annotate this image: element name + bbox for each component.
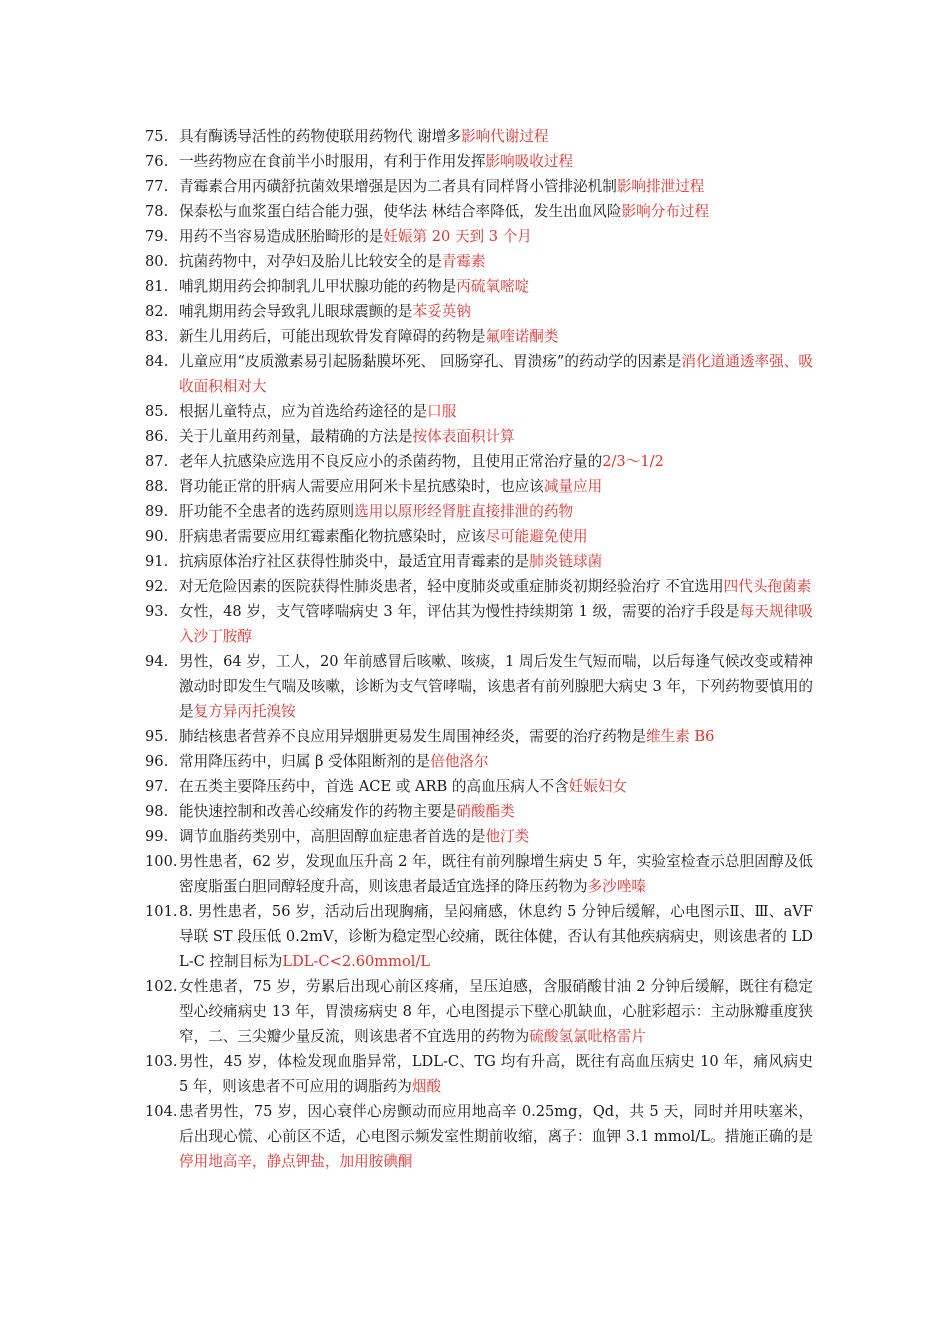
item-number: 104. [145, 1103, 178, 1120]
item-text [179, 299, 813, 324]
answer-text: 影响排泄过程 [616, 178, 705, 195]
item-text [179, 124, 813, 149]
list-item [145, 649, 813, 724]
question-text: 肝病患者需要应用红霉素酯化物抗感染时，应该 [179, 528, 486, 545]
item-text [179, 474, 813, 499]
question-text: 男性，64 岁，工人，20 年前感冒后咳嗽、咳痰，1 周后发生气短而喘，以后每逢气候改变或精神激动时即发生气喘及咳嗽，诊断为支气管哮喘，该患者有前列腺肥大病史 3 年，下列药物要慎用的是 [179, 653, 813, 720]
list-item [145, 574, 813, 599]
item-text [179, 749, 813, 774]
answer-text: 丙硫氧嘧啶 [456, 278, 530, 295]
question-text: 新生儿用药后，可能出现软骨发育障碍的药物是 [179, 328, 486, 345]
item-number: 101. [145, 903, 178, 920]
item-number: 93. [145, 603, 169, 620]
list-item [145, 149, 813, 174]
item-text [179, 774, 813, 799]
answer-text: 硫酸氢氯吡格雷片 [529, 1028, 647, 1045]
item-text [179, 499, 813, 524]
item-number: 87. [145, 453, 169, 470]
question-text: 调节血脂药类别中，高胆固醇血症患者首选的是 [179, 828, 486, 845]
item-number: 85. [145, 403, 169, 420]
answer-text: 2/3～1/2 [602, 453, 664, 470]
item-number: 77. [145, 178, 169, 195]
answer-text: 按体表面积计算 [412, 428, 515, 445]
list-item [145, 749, 813, 774]
list-item [145, 524, 813, 549]
question-text: 抗病原体治疗社区获得性肺炎中，最适宜用青霉素的是 [179, 553, 530, 570]
answer-text: 妊娠妇女 [568, 778, 628, 795]
answer-text: 维生素 B6 [646, 728, 715, 745]
item-number: 90. [145, 528, 169, 545]
list-item [145, 549, 813, 574]
item-number: 98. [145, 803, 169, 820]
answer-text: 多沙唑嗪 [587, 878, 647, 895]
item-text [179, 649, 813, 724]
question-text: 用药不当容易造成胚胎畸形的是 [179, 228, 384, 245]
item-text [179, 899, 813, 974]
item-text [179, 574, 813, 599]
question-text: 青霉素合用丙磺舒抗菌效果增强是因为二者具有同样肾小管排泌机制 [179, 178, 617, 195]
item-text [179, 1049, 813, 1099]
item-number: 80. [145, 253, 169, 270]
item-text [179, 399, 813, 424]
item-number: 94. [145, 653, 169, 670]
list-item [145, 449, 813, 474]
list-item [145, 324, 813, 349]
item-text [179, 224, 813, 249]
list-item [145, 974, 813, 1049]
item-text [179, 599, 813, 649]
list-item [145, 399, 813, 424]
item-number: 97. [145, 778, 169, 795]
item-number: 89. [145, 503, 169, 520]
item-text [179, 199, 813, 224]
item-text [179, 449, 813, 474]
answer-text: 影响吸收过程 [485, 153, 574, 170]
question-text: 对无危险因素的医院获得性肺炎患者，轻中度肺炎或重症肺炎初期经验治疗 不宜选用 [179, 578, 724, 595]
question-text: 儿童应用“皮质激素易引起肠黏膜坏死、 回肠穿孔、胃溃疡”的药动学的因素是 [179, 353, 682, 370]
item-text [179, 974, 813, 1049]
list-item [145, 124, 813, 149]
question-text: 女性，48 岁，支气管哮喘病史 3 年，评估其为慢性持续期第 1 级，需要的治疗手段是 [179, 603, 740, 620]
answer-text: LDL-C<2.60mmol/L [282, 953, 431, 970]
question-list [145, 124, 813, 1174]
list-item [145, 499, 813, 524]
item-text [179, 174, 813, 199]
item-number: 83. [145, 328, 169, 345]
list-item [145, 224, 813, 249]
item-number: 84. [145, 353, 169, 370]
list-item [145, 849, 813, 899]
answer-text: 每天规律吸入沙丁胺醇 [179, 603, 813, 645]
list-item [145, 774, 813, 799]
item-number: 88. [145, 478, 169, 495]
question-text: 男性患者，62 岁，发现血压升高 2 年，既往有前列腺增生病史 5 年，实验室检查示总胆固醇及低密度脂蛋白胆同醇轻度升高，则该患者最适宜选择的降压药物为 [179, 853, 813, 895]
item-number: 103. [145, 1053, 178, 1070]
question-text: 具有酶诱导活性的药物使联用药物代 谢增多 [179, 128, 461, 145]
answer-text: 复方异丙托溴铵 [193, 703, 296, 720]
question-text: 哺乳期用药会抑制乳儿甲状腺功能的药物是 [179, 278, 457, 295]
item-text [179, 1099, 813, 1174]
item-text [179, 849, 813, 899]
item-text [179, 349, 813, 399]
answer-text: 氟喹诺酮类 [485, 328, 559, 345]
question-text: 保泰松与血浆蛋白结合能力强，使华法 林结合率降低，发生出血风险 [179, 203, 622, 220]
answer-text: 影响代谢过程 [460, 128, 549, 145]
list-item [145, 824, 813, 849]
question-text: 根据儿童特点，应为首选给药途径的是 [179, 403, 428, 420]
item-text [179, 524, 813, 549]
list-item [145, 274, 813, 299]
answer-text: 烟酸 [411, 1078, 442, 1095]
answer-text: 停用地高辛，静点钾盐，加用胺碘酮 [179, 1153, 413, 1170]
item-number: 78. [145, 203, 169, 220]
item-text [179, 724, 813, 749]
list-item [145, 799, 813, 824]
list-item [145, 599, 813, 649]
answer-text: 四代头孢菌素 [723, 578, 812, 595]
item-number: 75. [145, 128, 169, 145]
list-item [145, 1049, 813, 1099]
question-text: 抗菌药物中，对孕妇及胎儿比较安全的是 [179, 253, 442, 270]
item-number: 81. [145, 278, 169, 295]
item-text [179, 324, 813, 349]
answer-text: 妊娠第 20 天到 3 个月 [383, 228, 532, 245]
answer-text: 影响分布过程 [621, 203, 710, 220]
list-item [145, 249, 813, 274]
list-item [145, 349, 813, 399]
question-text: 男性，45 岁，体检发现血脂异常，LDL-C、TG 均有升高，既往有高血压病史 10 年，痛风病史 5 年，则该患者不可应用的调脂药为 [179, 1053, 813, 1095]
item-number: 100. [145, 853, 178, 870]
item-text [179, 424, 813, 449]
item-number: 102. [145, 978, 178, 995]
list-item [145, 299, 813, 324]
list-item [145, 174, 813, 199]
answer-text: 减量应用 [543, 478, 603, 495]
item-number: 79. [145, 228, 169, 245]
item-number: 95. [145, 728, 169, 745]
answer-text: 选用以原形经肾脏直接排泄的药物 [354, 503, 574, 520]
question-text: 关于儿童用药剂量，最精确的方法是 [179, 428, 413, 445]
question-text: 常用降压药中，归属 β 受体阻断剂的是 [179, 753, 431, 770]
question-text: 肺结核患者营养不良应用异烟肼更易发生周围神经炎，需要的治疗药物是 [179, 728, 647, 745]
answer-text: 倍他洛尔 [430, 753, 489, 770]
list-item [145, 424, 813, 449]
answer-text: 苯妥英钠 [412, 303, 471, 320]
item-text [179, 549, 813, 574]
list-item [145, 474, 813, 499]
answer-text: 口服 [427, 403, 457, 420]
list-item [145, 199, 813, 224]
question-text: 哺乳期用药会导致乳儿眼球震颤的是 [179, 303, 413, 320]
answer-text: 青霉素 [441, 253, 486, 270]
list-item [145, 899, 813, 974]
item-text [179, 824, 813, 849]
question-text: 女性患者，75 岁，劳累后出现心前区疼痛，呈压迫感，含服硝酸甘油 2 分钟后缓解，既往有稳定型心绞痛病史 13 年，胃溃疡病史 8 年，心电图提示下壁心肌缺血，心脏彩超示：主动脉瓣重度狭窄，二、三尖瓣少量反流，则该患者不宜选用的药物为 [179, 978, 813, 1045]
item-number: 92. [145, 578, 169, 595]
item-number: 96. [145, 753, 169, 770]
question-text: 8. 男性患者，56 岁，活动后出现胸痛，呈闷痛感，休息约 5 分钟后缓解，心电图示Ⅱ、Ⅲ、aVF 导联 ST 段压低 0.2mV，诊断为稳定型心绞痛，既往体健，否认有其他疾病病史，则该患者的 LDL-C 控制目标为 [179, 903, 813, 970]
question-text: 患者男性，75 岁，因心衰伴心房颤动而应用地高辛 0.25mg，Qd，共 5 天，同时并用呋塞米，后出现心慌、心前区不适，心电图示频发室性期前收缩，离子：血钾 3.1 mmol/L。措施正确的是 [179, 1103, 813, 1145]
answer-text: 肺炎链球菌 [529, 553, 603, 570]
item-text [179, 799, 813, 824]
list-item [145, 724, 813, 749]
question-text: 肾功能正常的肝病人需要应用阿米卡星抗感染时，也应该 [179, 478, 544, 495]
answer-text: 硝酸酯类 [456, 803, 515, 820]
item-text [179, 149, 813, 174]
list-item [145, 1099, 813, 1174]
item-number: 82. [145, 303, 169, 320]
answer-text: 消化道通透率强、吸收面积相对大 [179, 353, 813, 395]
item-text [179, 249, 813, 274]
item-text [179, 274, 813, 299]
question-text: 在五类主要降压药中，首选 ACE 或 ARB 的高血压病人不含 [179, 778, 569, 795]
question-text: 老年人抗感染应选用不良反应小的杀菌药物，且使用正常治疗量的 [179, 453, 603, 470]
question-text: 一些药物应在食前半小时服用，有利于作用发挥 [179, 153, 486, 170]
item-number: 86. [145, 428, 169, 445]
item-number: 91. [145, 553, 169, 570]
item-number: 99. [145, 828, 169, 845]
question-text: 肝功能不全患者的选药原则 [179, 503, 355, 520]
item-number: 76. [145, 153, 169, 170]
answer-text: 他汀类 [485, 828, 530, 845]
answer-text: 尽可能避免使用 [485, 528, 588, 545]
question-text: 能快速控制和改善心绞痛发作的药物主要是 [179, 803, 457, 820]
